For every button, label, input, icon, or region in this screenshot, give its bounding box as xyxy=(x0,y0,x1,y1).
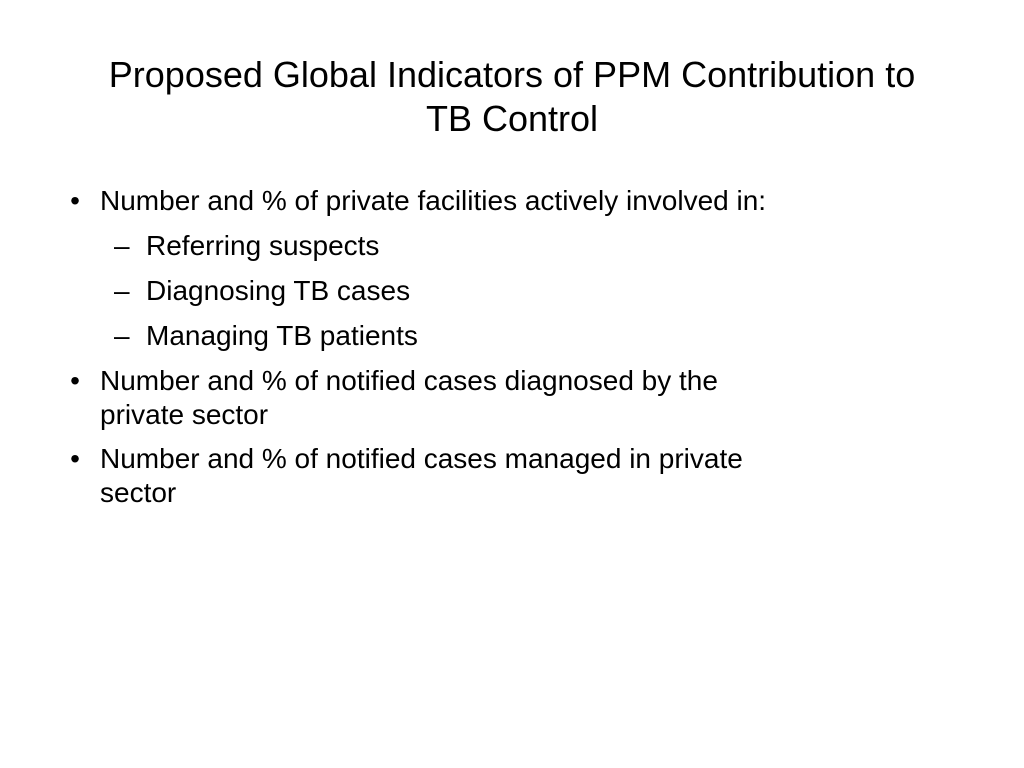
title-line-2: TB Control xyxy=(425,98,599,139)
bullet-marker: • xyxy=(70,185,80,216)
bullet-list xyxy=(60,184,960,520)
sub-item-text: Diagnosing TB cases xyxy=(146,275,411,306)
sub-bullet-list xyxy=(100,229,960,353)
sub-marker: – xyxy=(114,320,130,351)
bullet-text-line-1: Number and % of notified cases diagnosed by the xyxy=(100,365,718,396)
sub-item-managing xyxy=(100,319,960,353)
title-line-1: Proposed Global Indicators of PPM Contribution to xyxy=(108,54,916,95)
bullet-item-facilities xyxy=(60,184,960,353)
bullet-marker: • xyxy=(70,443,80,474)
bullet-text-line-2: sector xyxy=(100,477,177,508)
sub-item-text: Referring suspects xyxy=(146,230,380,261)
bullet-text-line-1: Number and % of notified cases managed in private xyxy=(100,443,743,474)
sub-item-referring xyxy=(100,229,960,263)
sub-marker: – xyxy=(114,230,130,261)
slide-title xyxy=(40,53,984,141)
bullet-item-diagnosed xyxy=(60,364,960,432)
bullet-text: Number and % of private facilities actively involved in: xyxy=(100,185,767,216)
bullet-item-managed xyxy=(60,442,960,510)
sub-item-text: Managing TB patients xyxy=(146,320,418,351)
bullet-text-line-2: private sector xyxy=(100,399,269,430)
bullet-marker: • xyxy=(70,365,80,396)
sub-item-diagnosing xyxy=(100,274,960,308)
sub-marker: – xyxy=(114,275,130,306)
